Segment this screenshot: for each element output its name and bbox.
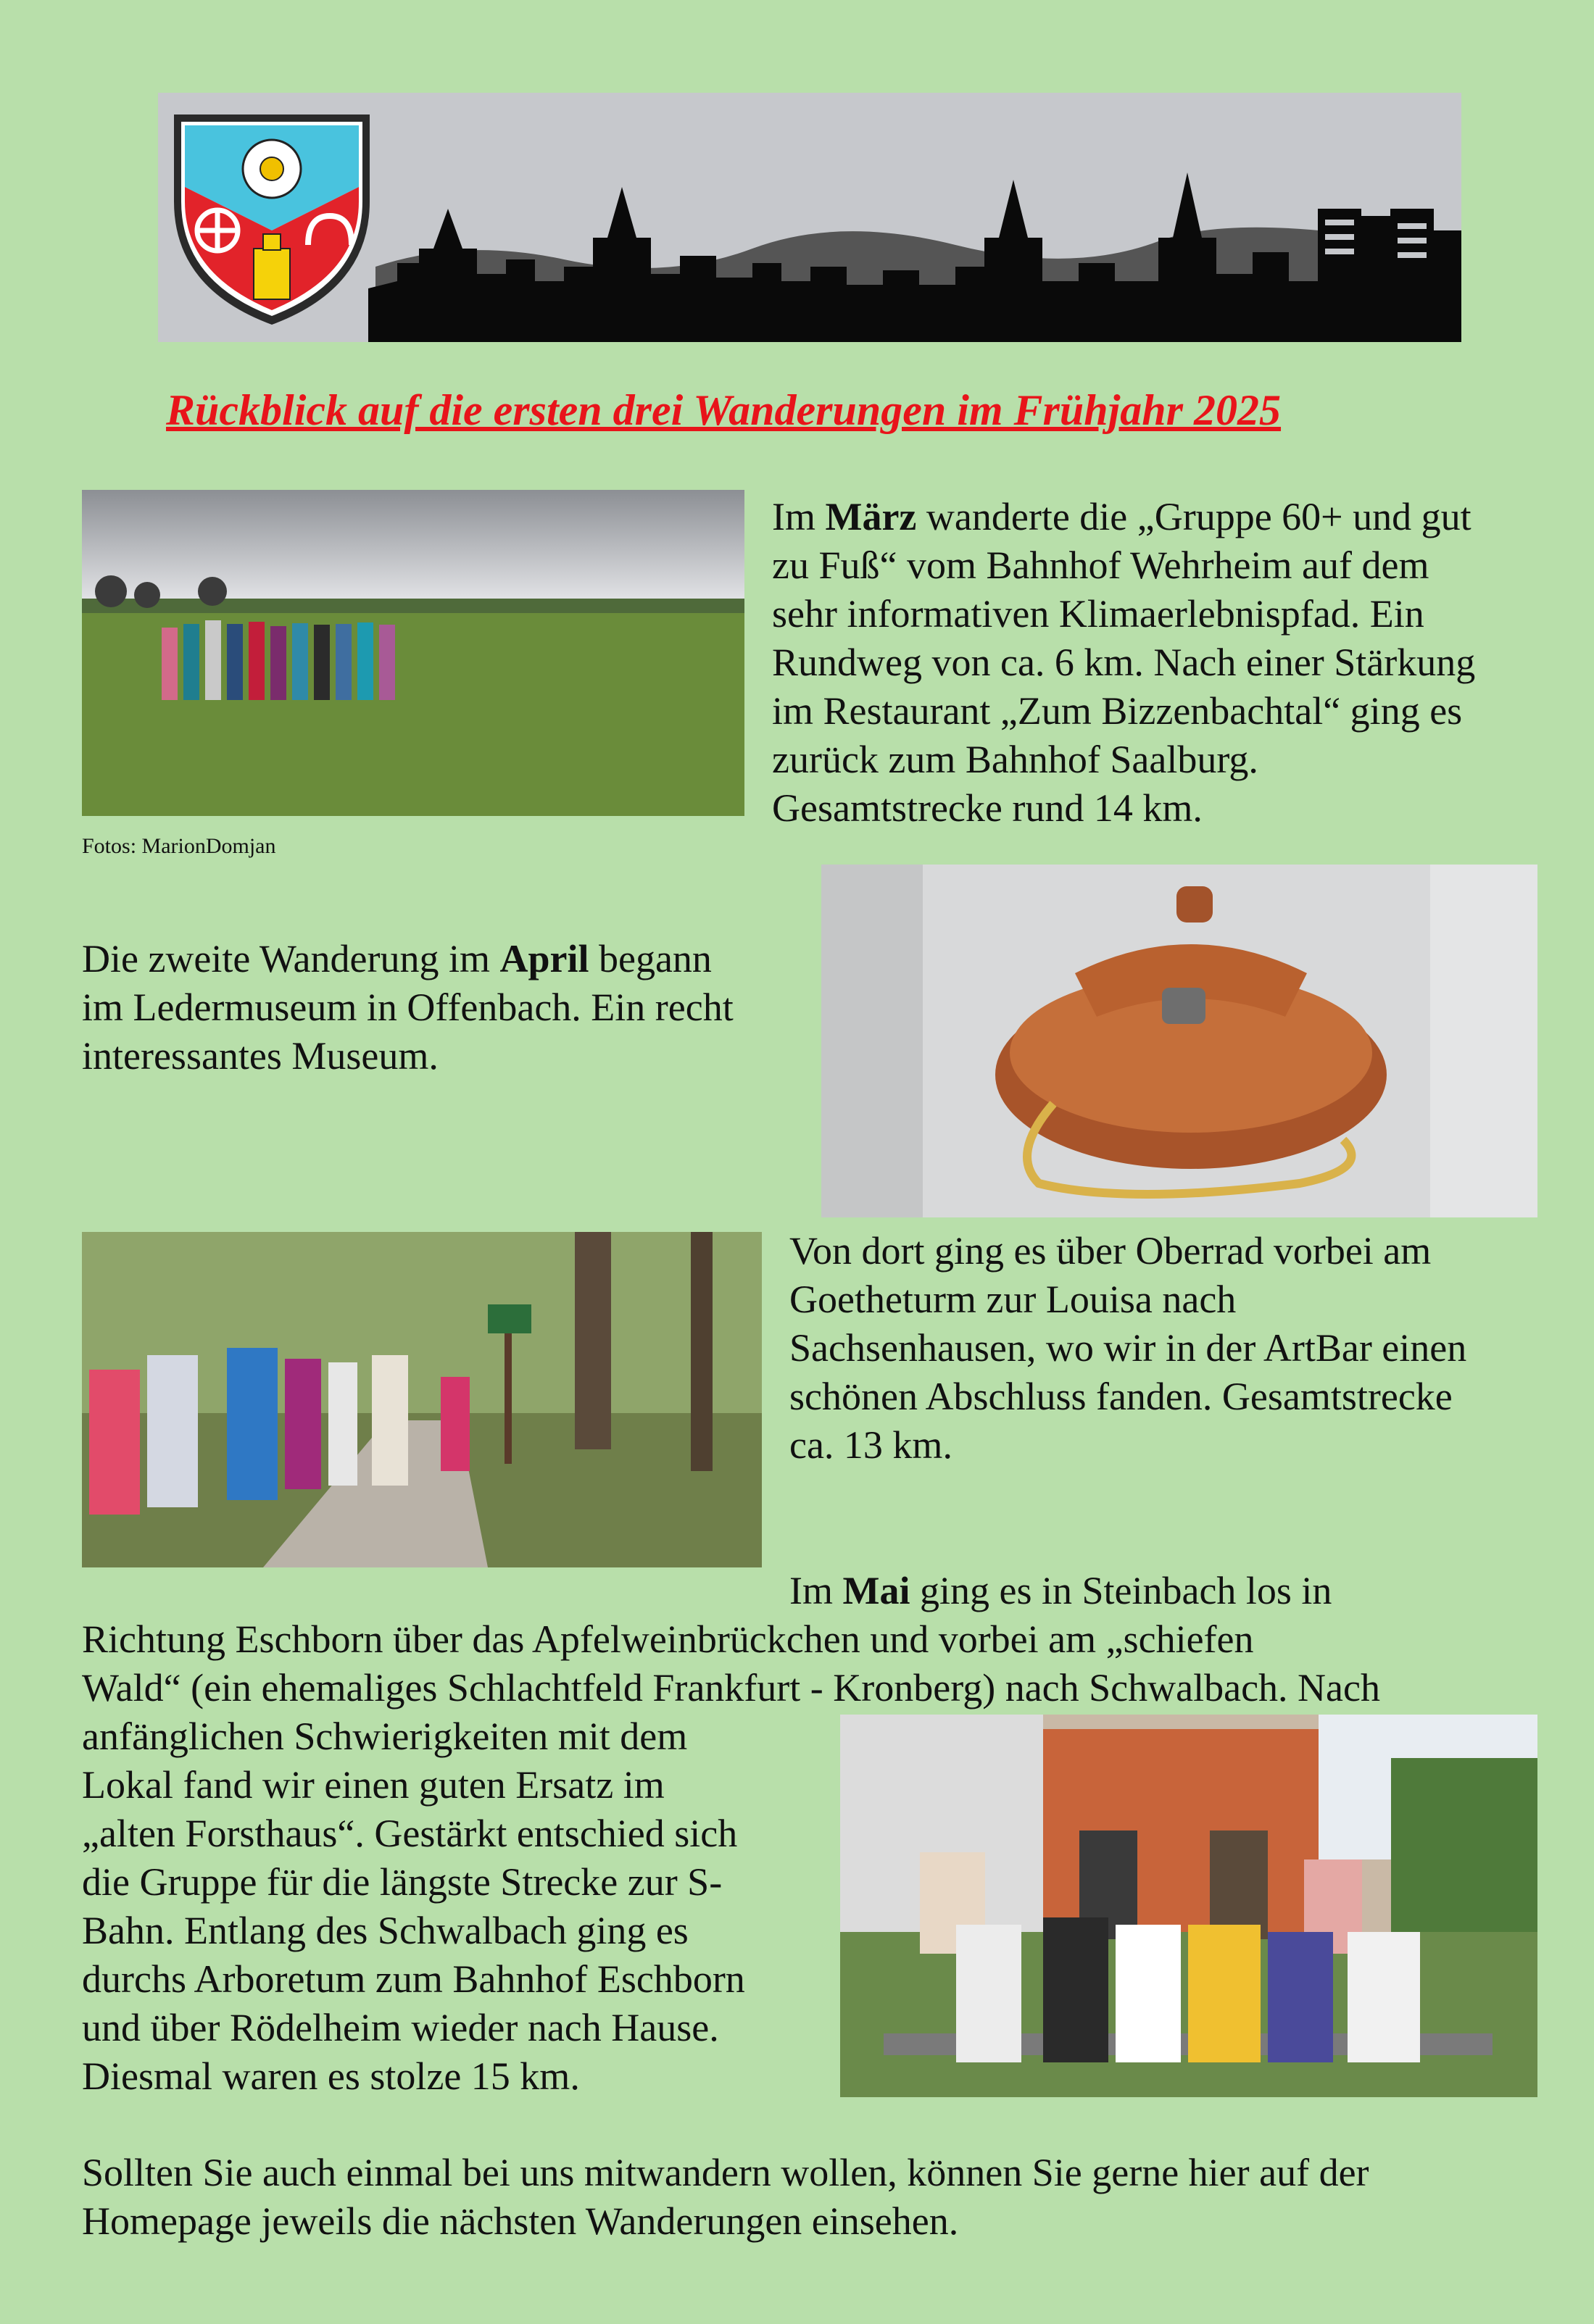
- hikers-group: [162, 620, 395, 700]
- photo-leather-bag: [821, 865, 1537, 1217]
- text-line: Sachsenhausen, wo wir in der ArtBar einen: [789, 1326, 1467, 1370]
- text-line: Sollten Sie auch einmal bei uns mitwandern wollen, können Sie gerne hier auf der: [82, 2151, 1369, 2194]
- photo-march-group-meadow: [82, 490, 744, 816]
- text-line: „alten Forsthaus“. Gestärkt entschied sich: [82, 1812, 738, 1855]
- may-narrow-lines: [82, 1712, 745, 2101]
- text-line: Bahn. Entlang des Schwalbach ging es: [82, 1909, 689, 1952]
- text-line: und über Rödelheim wieder nach Hause.: [82, 2006, 719, 2049]
- april-continuation-paragraph: [789, 1227, 1572, 1470]
- text-line: zu Fuß“ vom Bahnhof Wehrheim auf dem: [772, 543, 1429, 587]
- may-intro-line: Im Mai ging es in Steinbach los in: [789, 1569, 1332, 1612]
- page-title: Rückblick auf die ersten drei Wanderungen im Frühjahr 2025: [166, 386, 1282, 434]
- april-paragraph: [82, 935, 814, 1080]
- photo-may-group-bench: [840, 1715, 1537, 2097]
- text-line: Die zweite Wanderung im April begann: [82, 937, 712, 980]
- text-line: Lokal fand wir einen guten Ersatz im: [82, 1763, 665, 1807]
- text-line: die Gruppe für die längste Strecke zur S-: [82, 1860, 723, 1904]
- closing-paragraph: [82, 2149, 1369, 2246]
- text-line: ca. 13 km.: [789, 1423, 952, 1467]
- text-line: Rundweg von ca. 6 km. Nach einer Stärkung: [772, 641, 1476, 684]
- text-line: im Ledermuseum in Offenbach. Ein recht: [82, 986, 734, 1029]
- skyline-silhouette: [158, 93, 1461, 342]
- march-paragraph: [772, 493, 1569, 833]
- photo-credit: Fotos: MarionDomjan: [82, 834, 276, 858]
- text-line: interessantes Museum.: [82, 1034, 439, 1078]
- text-line: im Restaurant „Zum Bizzenbachtal“ ging es: [772, 689, 1463, 733]
- text-line: Diesmal waren es stolze 15 km.: [82, 2054, 580, 2098]
- text-line: Von dort ging es über Oberrad vorbei am: [789, 1229, 1432, 1273]
- text-line: durchs Arboretum zum Bahnhof Eschborn: [82, 1957, 745, 2001]
- text-line: zurück zum Bahnhof Saalburg.: [772, 738, 1258, 781]
- text-line: Im März wanderte die „Gruppe 60+ und gut: [772, 495, 1471, 538]
- may-full-lines: [82, 1615, 1380, 1712]
- text-line: Homepage jeweils die nächsten Wanderungen einsehen.: [82, 2199, 959, 2243]
- text-line: anfänglichen Schwierigkeiten mit dem: [82, 1715, 688, 1758]
- text-line: Richtung Eschborn über das Apfelweinbrückchen und vorbei am „schiefen: [82, 1617, 1254, 1661]
- text-line: Gesamtstrecke rund 14 km.: [772, 786, 1203, 830]
- text-line: schönen Abschluss fanden. Gesamtstrecke: [789, 1375, 1453, 1418]
- text-line: sehr informativen Klimaerlebnispfad. Ein: [772, 592, 1424, 636]
- header-banner: [158, 93, 1461, 342]
- signpost: [488, 1304, 531, 1333]
- text-line: Goetheturm zur Louisa nach: [789, 1278, 1237, 1321]
- photo-forest-group: [82, 1232, 762, 1567]
- text-line: Wald“ (ein ehemaliges Schlachtfeld Frankfurt - Kronberg) nach Schwalbach. Nach: [82, 1666, 1380, 1709]
- coat-of-arms-icon: [174, 114, 370, 325]
